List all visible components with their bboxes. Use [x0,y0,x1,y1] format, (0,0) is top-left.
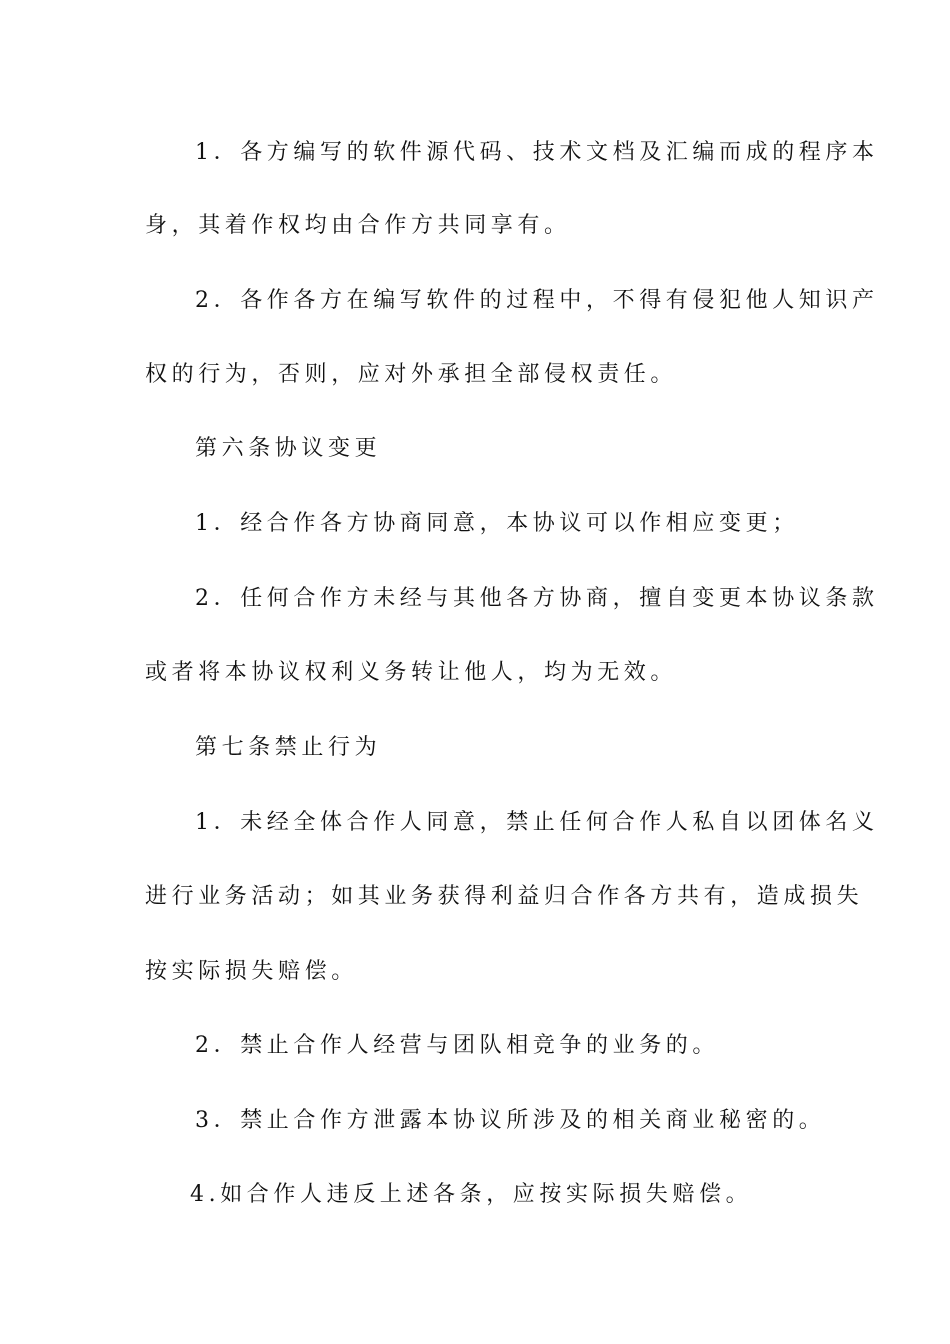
paragraph-7-line-1: 3．禁止合作方泄露本协议所涉及的相关商业秘密的。 [195,1108,826,1133]
paragraph-1-line-2: 身，其着作权均由合作方共同享有。 [145,213,571,238]
paragraph-5-line-2: 进行业务活动；如其业务获得利益归合作各方共有，造成损失 [145,884,864,909]
paragraph-6-line-1: 2．禁止合作人经营与团队相竞争的业务的。 [195,1033,719,1058]
paragraph-3-line-1: 1．经合作各方协商同意，本协议可以作相应变更； [195,511,799,536]
section-heading-article-7: 第七条禁止行为 [195,735,382,760]
paragraph-1-line-1: 1．各方编写的软件源代码、技术文档及汇编而成的程序本 [195,140,879,165]
paragraph-5-line-3: 按实际损失赔偿。 [145,959,358,984]
paragraph-4-line-2: 或者将本协议权利义务转让他人，均为无效。 [145,660,678,685]
paragraph-4-line-1: 2．任何合作方未经与其他各方协商，擅自变更本协议条款 [195,586,879,611]
paragraph-8-line-1: 4.如合作人违反上述各条，应按实际损失赔偿。 [190,1182,753,1207]
paragraph-2-line-2: 权的行为，否则，应对外承担全部侵权责任。 [145,362,678,387]
paragraph-5-line-1: 1．未经全体合作人同意，禁止任何合作人私自以团体名义 [195,810,879,835]
section-heading-article-6: 第六条协议变更 [195,436,382,461]
paragraph-2-line-1: 2．各作各方在编写软件的过程中，不得有侵犯他人知识产 [195,288,879,313]
